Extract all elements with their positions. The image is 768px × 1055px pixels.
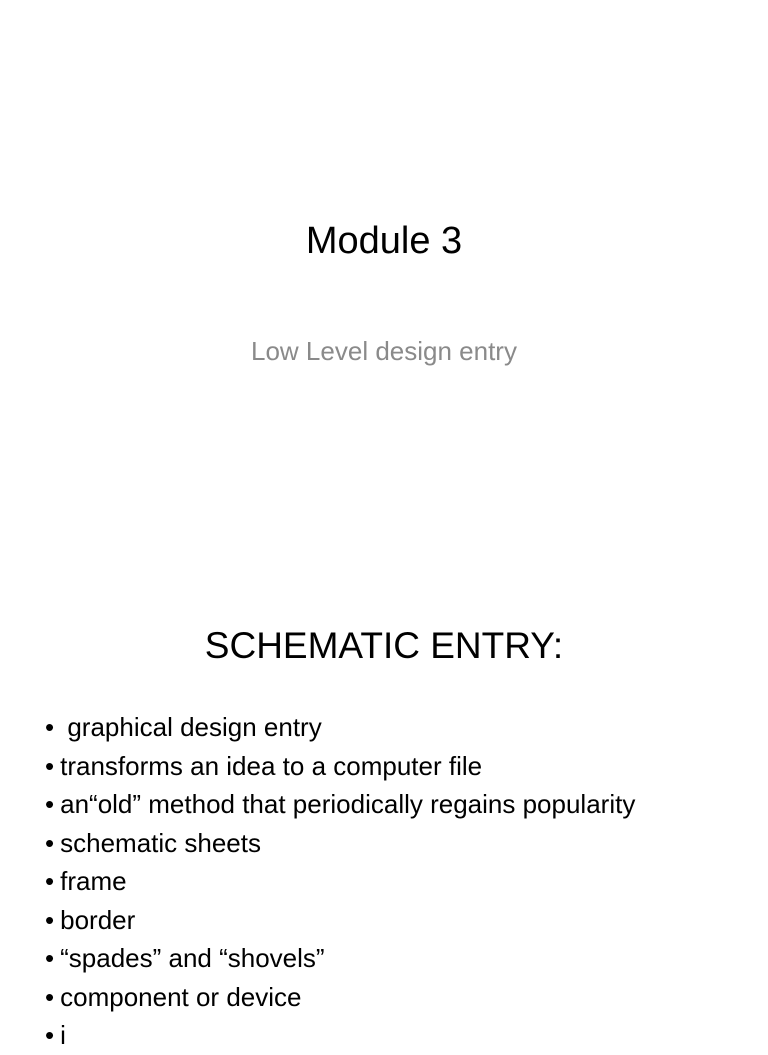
bullet-icon: •: [45, 712, 55, 742]
list-item: [45, 785, 765, 824]
list-item-text: graphical design entry: [60, 712, 322, 742]
list-item: [45, 708, 765, 747]
bullet-icon: •: [45, 1020, 55, 1050]
list-item: [45, 824, 765, 863]
list-item: [45, 747, 765, 786]
bullet-icon: •: [45, 750, 55, 781]
list-item: [45, 1016, 765, 1055]
list-item: [45, 978, 765, 1017]
list-item-text: schematic sheets: [60, 827, 261, 858]
bullet-list: [45, 708, 765, 1055]
bullet-icon: •: [45, 943, 55, 973]
list-item: [45, 901, 765, 940]
list-item-text: transforms an idea to a computer file: [60, 750, 483, 781]
bullet-icon: •: [45, 789, 55, 819]
list-item: [45, 939, 765, 978]
list-item-text: border: [60, 904, 136, 935]
list-item-text: component or device: [60, 981, 302, 1012]
slide-heading: SCHEMATIC ENTRY:: [204, 625, 564, 666]
slide-title: Module 3: [305, 220, 463, 262]
list-item-text: an“old” method that periodically regains popularity: [60, 789, 636, 819]
bullet-icon: •: [45, 904, 55, 935]
list-item-text: i: [60, 1020, 66, 1050]
bullet-icon: •: [45, 981, 55, 1012]
list-item: [45, 862, 765, 901]
content-slide: [0, 576, 768, 1050]
slide-subtitle: Low Level design entry: [251, 336, 517, 366]
bullet-icon: •: [45, 866, 55, 896]
list-item-text: frame: [60, 866, 127, 896]
list-item-text: “spades” and “shovels”: [60, 943, 325, 973]
bullet-icon: •: [45, 827, 55, 858]
